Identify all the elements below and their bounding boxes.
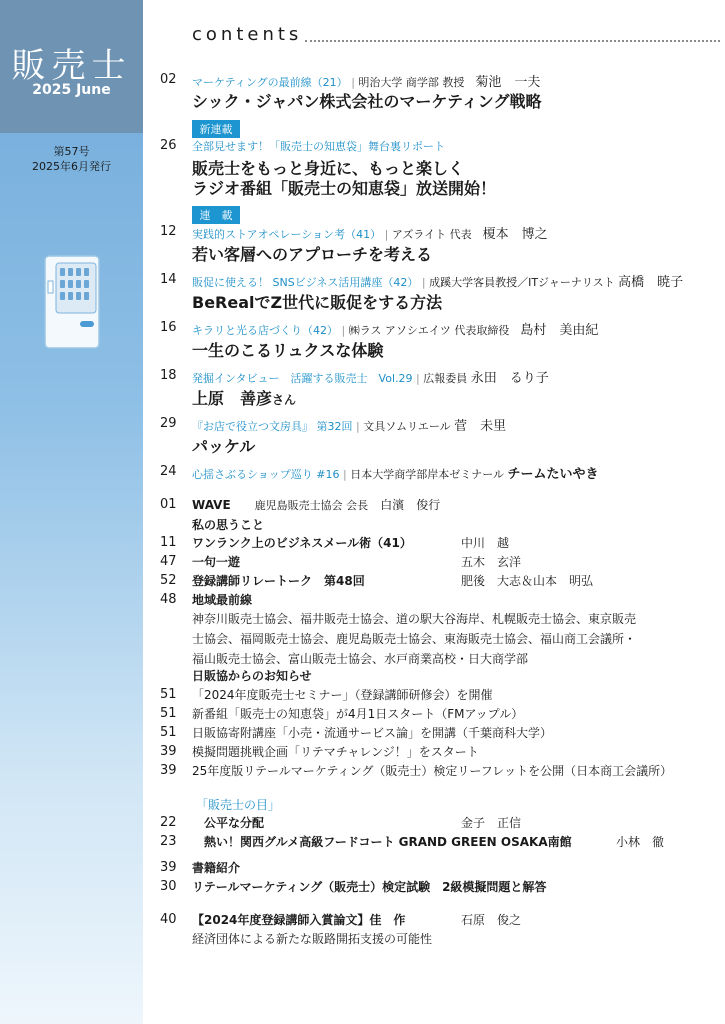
page-number: 51 <box>160 706 177 721</box>
sidebar-header <box>0 0 143 133</box>
eye-item-label: 熱い！関西グルメ高級フードコート GRAND GREEN OSAKA南館 <box>204 835 572 849</box>
feature-title: 販売士をもっと身近に、もっと楽しく <box>192 159 465 178</box>
wave-row: WAVE 鹿児島販売士協会 会長 白濱 俊行 <box>192 498 441 512</box>
eye-item-author: 金子 正信 <box>461 816 522 830</box>
feature-title: BeRealでZ世代に販促をする方法 <box>192 293 443 312</box>
page-number: 22 <box>160 815 177 830</box>
feature-title: 上原 善彦さん <box>192 389 297 408</box>
page-number: 30 <box>160 879 177 894</box>
notice-item: 「2024年度販売士セミナー」（登録講師研修会）を開催 <box>192 688 493 702</box>
regular-item-author: 五木 玄洋 <box>461 555 522 569</box>
regular-item-author: 中川 越 <box>461 536 510 550</box>
feature-title: パッケル <box>192 437 256 456</box>
regular-item-label: 登録講師リレートーク 第48回 <box>192 574 365 588</box>
page-number: 39 <box>160 860 177 875</box>
notice-heading: 日販協からのお知らせ <box>192 669 312 683</box>
page-number: 40 <box>160 912 177 927</box>
feature-subline: 心揺さぶるショップ巡り #16 | 日本大学商学部岸本ゼミナール チームたいやき <box>192 467 599 482</box>
regular-item-author: 肥後 大志＆山本 明弘 <box>461 574 594 588</box>
notice-item: 模擬問題挑戦企画「リテマチャレンジ！」をスタート <box>192 745 479 759</box>
page-number: 52 <box>160 573 177 588</box>
exam-label: リテールマーケティング（販売士）検定試験 2級模擬問題と解答 <box>192 880 547 894</box>
page-number: 24 <box>160 464 177 479</box>
area-heading: 地域最前線 <box>192 593 253 607</box>
magazine-title: 販売士 <box>11 46 132 86</box>
opinion-heading: 私の思うこと <box>192 518 265 532</box>
series-badge: 連 載 <box>192 206 240 224</box>
page-number: 16 <box>160 320 177 335</box>
page-number: 51 <box>160 725 177 740</box>
page-number: 47 <box>160 554 177 569</box>
feature-subline: 販促に使える！ SNSビジネス活用講座（42） | 成蹊大学客員教授／ITジャーナリスト 高橋 暁子 <box>192 275 684 290</box>
feature-subline: 実践的ストアオペレーション考（41） | アズライト 代表 榎本 博之 <box>192 227 548 242</box>
feature-title: 若い客層へのアプローチを考える <box>192 245 433 264</box>
essay-desc: 経済団体による新たな販路開拓支援の可能性 <box>192 932 433 946</box>
feature-title: 一生のこるリュクスな体験 <box>192 341 384 360</box>
page-number: 29 <box>160 416 177 431</box>
feature-subline: 『お店で役立つ文房具』 第32回 | 文具ソムリエール 菅 未里 <box>192 419 507 434</box>
page-number: 12 <box>160 224 177 239</box>
page-number: 23 <box>160 834 177 849</box>
essay-author: 石原 俊之 <box>461 913 522 927</box>
feature-subline: 発掘インタビュー 活躍する販売士 Vol.29 | 広報委員 永田 るり子 <box>192 371 549 386</box>
notice-item: 日販協寄附講座「小売・流通サービス論」を開講（千葉商科大学） <box>192 726 553 740</box>
issue-number: 第57号 <box>53 145 90 158</box>
notice-item: 新番組「販売士の知恵袋」が4月1日スタート（FMアップル） <box>192 707 524 721</box>
dotted-rule <box>305 40 720 42</box>
page-number: 39 <box>160 744 177 759</box>
book-review-label: 書籍紹介 <box>192 861 241 875</box>
essay-label: 【2024年度登録講師入賞論文】佳 作 <box>192 913 406 927</box>
feature-subline: マーケティングの最前線（21） | 明治大学 商学部 教授 菊池 一夫 <box>192 75 541 90</box>
eye-item-author: 小林 徹 <box>616 835 665 849</box>
sidebar <box>0 0 143 1024</box>
area-text: 神奈川販売士協会、福井販売士協会、道の駅大谷海岸、札幌販売士協会、東京販売 士協会、福岡販売士協会、鹿児島販売士協会、東海販売士協会、福山商工会議所・ 福山販売士協会、富山販売士協会、水戸商業高校・日大商学部 <box>192 612 637 666</box>
page-number: 01 <box>160 497 177 512</box>
page-number: 02 <box>160 72 177 87</box>
page-number: 51 <box>160 687 177 702</box>
page-number: 11 <box>160 535 177 550</box>
magazine-edition: 2025 June <box>32 82 111 98</box>
vending-machine-icon <box>44 255 100 349</box>
feature-subline: 全部見せます！「販売士の知恵袋」舞台裏リポート <box>192 140 445 153</box>
regular-item-label: ワンランク上のビジネスメール術（41） <box>192 536 412 550</box>
regular-item-label: 一句一遊 <box>192 555 241 569</box>
page-number: 39 <box>160 763 177 778</box>
eye-item-label: 公平な分配 <box>204 816 265 830</box>
page-number: 14 <box>160 272 177 287</box>
feature-title-line2: ラジオ番組「販売士の知恵袋」放送開始！ <box>192 179 497 198</box>
new-series-badge: 新連載 <box>192 120 240 138</box>
page-number: 26 <box>160 138 177 153</box>
feature-subline: キラリと光る店づくり（42） | ㈱ラス アソシエイツ 代表取締役 島村 美由紀 <box>192 323 599 338</box>
page-number: 48 <box>160 592 177 607</box>
page-number: 18 <box>160 368 177 383</box>
contents-heading: contents <box>192 24 303 45</box>
notice-item: 25年度版リテールマーケティング（販売士）検定リーフレットを公開（日本商工会議所） <box>192 764 673 778</box>
issue-date: 2025年6月発行 <box>32 160 111 173</box>
feature-title: シック・ジャパン株式会社のマーケティング戦略 <box>192 92 542 111</box>
eye-heading: 「販売士の目」 <box>196 798 281 812</box>
